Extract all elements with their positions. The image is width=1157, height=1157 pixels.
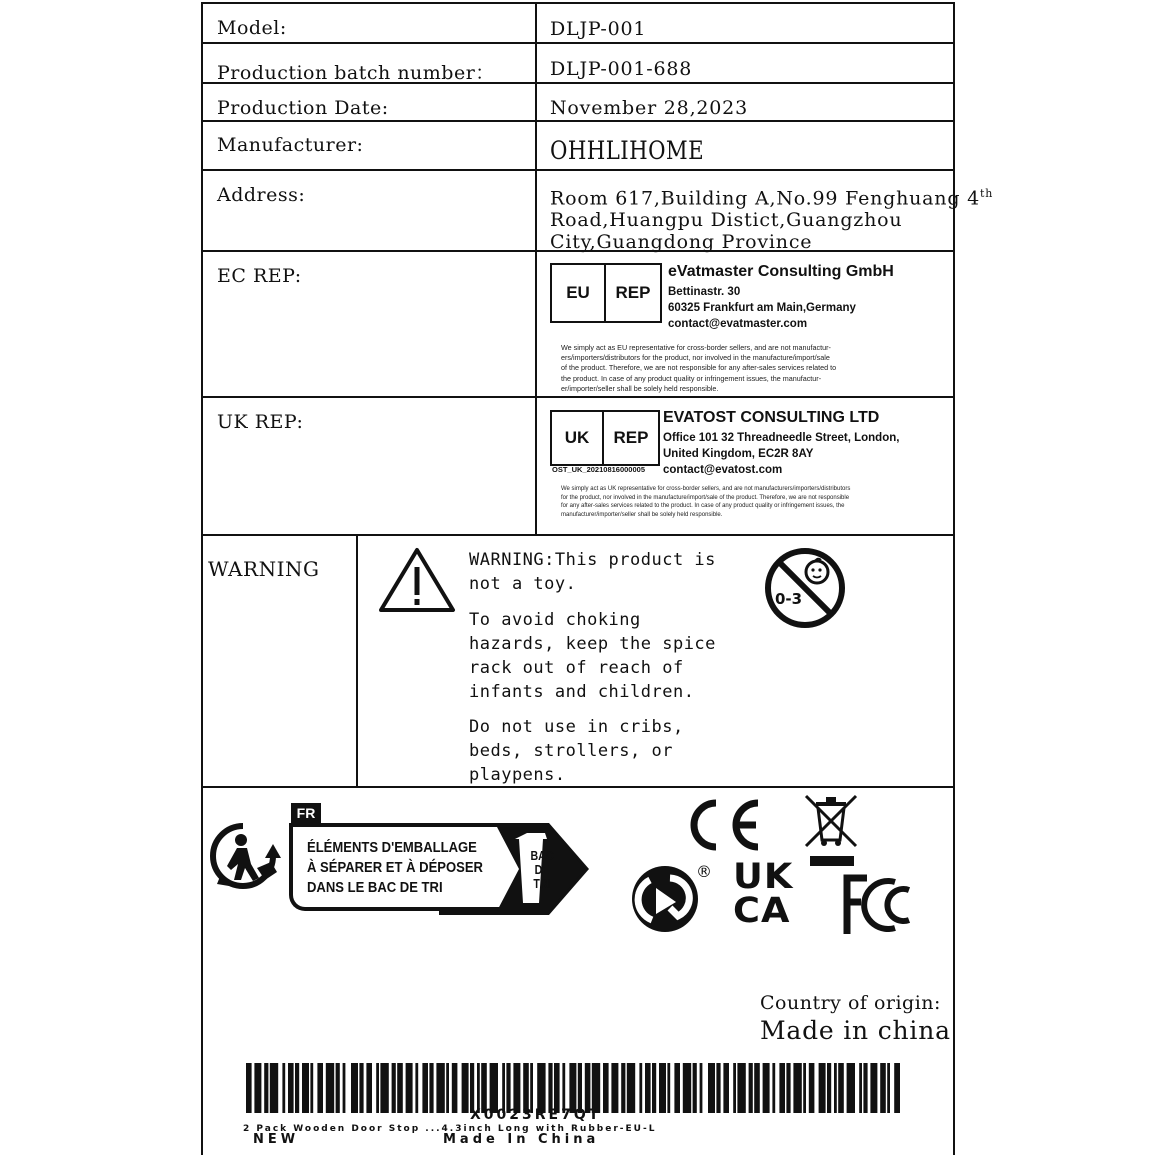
barcode-bar — [700, 1063, 703, 1113]
age-0-3-prohibited-icon — [763, 546, 847, 630]
address-line-2: Road,Huangpu Distict,Guangzhou — [550, 209, 903, 232]
uk-rep-label: UK REP: — [217, 411, 304, 433]
barcode-bar — [693, 1063, 697, 1113]
model-value: DLJP-001 — [550, 18, 647, 40]
barcode-bar — [490, 1063, 498, 1113]
uk-rep-address-line: Office 101 32 Threadneedle Street, London, — [663, 432, 900, 444]
barcode-bar — [562, 1063, 565, 1113]
warning-label: WARNING — [208, 557, 320, 581]
barcode-bar — [863, 1063, 867, 1113]
uk-rep-disclaimer-line: manufacturer/importer/seller shall be solely held responsible. — [561, 511, 723, 518]
bin-line: TRI — [533, 877, 551, 891]
barcode-bar — [264, 1063, 268, 1113]
ec-rep-disclaimer — [561, 343, 836, 394]
barcode-bar — [376, 1063, 379, 1113]
barcode-bar — [786, 1063, 790, 1113]
barcode-bar — [317, 1063, 323, 1113]
uk-rep-disclaimer-line: for the product, nor involved in the manufacture/import/sale of the product. Therefore, we are not responsible — [561, 494, 850, 501]
barcode-bar — [827, 1063, 831, 1113]
barcode-bar — [834, 1063, 837, 1113]
barcode-bar — [302, 1063, 309, 1113]
barcode-bar — [295, 1063, 299, 1113]
origin-label: Country of origin: — [760, 992, 941, 1014]
top-border — [201, 2, 955, 4]
row-divider — [201, 169, 955, 171]
uk-rep-disclaimer-line: for any after-sales services related to the product. In case of any product quality or infringement issues, the — [561, 503, 845, 509]
barcode-bar — [754, 1063, 760, 1113]
barcode-bar — [548, 1063, 552, 1113]
barcode-bar — [716, 1063, 720, 1113]
barcode-condition: NEW — [253, 1132, 300, 1147]
model-label: Model: — [217, 17, 287, 39]
barcode-bar — [506, 1063, 510, 1113]
barcode-bar — [554, 1063, 560, 1113]
warning-line: beds, strollers, or — [469, 741, 673, 761]
barcode-description: 2 Pack Wooden Door Stop ...4.3inch Long with Rubber-EU-L — [243, 1124, 657, 1134]
barcode-bar — [859, 1063, 862, 1113]
origin-value: Made in china — [760, 1016, 951, 1045]
ec-rep-email: contact@evatmaster.com — [668, 318, 808, 330]
production-date-value: November 28,2023 — [550, 97, 748, 119]
address-label: Address: — [217, 184, 306, 206]
barcode-bar — [592, 1063, 600, 1113]
warning-line: rack out of reach of — [469, 658, 684, 678]
ec-rep-disclaimer-line: the product. In case of any product quality or infringement issues, the manufactur- — [561, 373, 822, 383]
ukca-mark-icon — [733, 857, 794, 931]
uk-rep-email: contact@evatost.com — [663, 464, 783, 476]
warning-text-3 — [469, 715, 684, 787]
ec-rep-address — [668, 284, 856, 332]
ec-rep-disclaimer-line: of the product. Therefore, we are not responsible for any after-sales services related to — [561, 363, 837, 373]
bin-line: BAC — [530, 849, 554, 863]
barcode-bar — [254, 1063, 261, 1113]
barcode-bar — [733, 1063, 736, 1113]
uk-rep-box-left: UK — [552, 412, 604, 464]
fcc-mark-icon — [843, 872, 917, 936]
address-line-1: Room 617,Building A,No.99 Fenghuang 4 — [550, 187, 981, 210]
barcode-bar — [288, 1063, 294, 1113]
ukca-line: UK — [733, 857, 794, 897]
fr-line: ÉLÉMENTS D'EMBALLAGE — [307, 840, 477, 856]
manufacturer-value: OHHLIHOME — [550, 136, 705, 165]
barcode-bar — [627, 1063, 635, 1113]
ce-mark-icon — [682, 797, 762, 853]
barcode-bar — [282, 1063, 285, 1113]
barcode-bar — [603, 1063, 609, 1113]
barcode-bar — [809, 1063, 815, 1113]
triman-icon — [207, 820, 283, 892]
barcode-bar — [477, 1063, 480, 1113]
warning-line: To avoid choking — [469, 610, 641, 630]
barcode-bar — [462, 1063, 469, 1113]
barcode-bar — [772, 1063, 775, 1113]
barcode-bar — [880, 1063, 886, 1113]
barcode-number: X0023RE7QT — [470, 1107, 602, 1123]
barcode-bar — [779, 1063, 785, 1113]
warning-text-2 — [469, 608, 716, 704]
barcode-bar — [270, 1063, 278, 1113]
barcode-bar — [793, 1063, 801, 1113]
bin-label — [529, 849, 555, 891]
eu-rep-box — [550, 263, 662, 323]
barcode-bar — [537, 1063, 545, 1113]
barcode-bar — [523, 1063, 529, 1113]
barcode-bar — [392, 1063, 396, 1113]
barcode-bar — [481, 1063, 487, 1113]
uk-rep-reg-code: OST_UK_20210816000005 — [552, 465, 645, 474]
barcode-bar — [894, 1063, 900, 1113]
barcode-bar — [470, 1063, 474, 1113]
uk-rep-disclaimer-line: We simply act as UK representative for cross-border sellers, and are not manufacturers/importers/distributors — [561, 486, 851, 492]
warning-line: Do not use in cribs, — [469, 717, 684, 737]
ec-rep-label: EC REP: — [217, 265, 302, 287]
ec-rep-address-line: 60325 Frankfurt am Main,Germany — [668, 302, 856, 314]
barcode-bar — [819, 1063, 826, 1113]
barcode-bar — [429, 1063, 433, 1113]
warning-column-divider — [356, 536, 358, 786]
barcode-bar — [343, 1063, 346, 1113]
ec-rep-name: eVatmaster Consulting GmbH — [668, 263, 894, 280]
barcode-bar — [645, 1063, 651, 1113]
barcode-bar — [652, 1063, 656, 1113]
barcode-bar — [667, 1063, 670, 1113]
barcode-bar — [621, 1063, 625, 1113]
barcode-bar — [847, 1063, 855, 1113]
barcode-bar — [611, 1063, 618, 1113]
barcode-bar — [502, 1063, 505, 1113]
row-divider — [201, 120, 955, 122]
uk-rep-name: EVATOST CONSULTING LTD — [663, 409, 880, 426]
barcode-bar — [359, 1063, 363, 1113]
barcode-bar — [446, 1063, 449, 1113]
barcode-bar — [749, 1063, 753, 1113]
warning-line: WARNING:This product is — [469, 550, 716, 570]
fr-line: DANS LE BAC DE TRI — [307, 880, 443, 896]
barcode-bar — [683, 1063, 691, 1113]
barcode-bar — [870, 1063, 877, 1113]
warning-triangle-icon — [378, 547, 456, 613]
weee-bin-icon — [802, 792, 860, 870]
address-line-3: City,Guangdong Province — [550, 231, 813, 254]
fr-line: À SÉPARER ET À DÉPOSER — [307, 860, 483, 876]
barcode-bar — [530, 1063, 533, 1113]
production-date-label: Production Date: — [217, 97, 389, 119]
barcode-bar — [838, 1063, 844, 1113]
barcode-bar — [763, 1063, 770, 1113]
green-dot-icon — [630, 864, 700, 934]
barcode-bar — [246, 1063, 252, 1113]
uk-rep-address-line: United Kingdom, EC2R 8AY — [663, 448, 814, 460]
ec-rep-disclaimer-line: ers/importers/distributors for the product, nor involved in the manufacture/import/sale — [561, 353, 830, 363]
fr-sorting-text — [307, 838, 483, 898]
fr-tag: FR — [291, 803, 321, 823]
ec-rep-disclaimer-line: er/importer/seller shall be solely held responsible. — [561, 383, 719, 393]
batch-label: Production batch number： — [217, 62, 495, 84]
barcode-bar — [397, 1063, 403, 1113]
barcode-bar — [415, 1063, 418, 1113]
registered-mark: ® — [696, 862, 712, 881]
address-sup: th — [980, 187, 994, 200]
ec-rep-address-line: Bettinastr. 30 — [668, 286, 741, 298]
barcode-bar — [585, 1063, 591, 1113]
manufacturer-label: Manufacturer: — [217, 134, 364, 156]
barcode-bar — [351, 1063, 358, 1113]
barcode-icon — [246, 1063, 900, 1113]
batch-value: DLJP-001-688 — [550, 58, 693, 80]
barcode-bar — [674, 1063, 680, 1113]
row-divider — [201, 534, 955, 536]
barcode-bar — [569, 1063, 576, 1113]
barcode-bar — [708, 1063, 715, 1113]
uk-rep-address — [663, 430, 899, 478]
barcode-bar — [578, 1063, 582, 1113]
barcode-bar — [513, 1063, 520, 1113]
row-divider — [201, 396, 955, 398]
eu-rep-box-left: EU — [552, 265, 606, 321]
ec-rep-disclaimer-line: We simply act as EU representative for cross-border sellers, and are not manufactur- — [561, 343, 831, 352]
barcode-bar — [422, 1063, 428, 1113]
row-divider — [201, 42, 955, 44]
address-value — [550, 183, 993, 253]
barcode-bar — [639, 1063, 642, 1113]
barcode-bar — [436, 1063, 444, 1113]
barcode-bar — [406, 1063, 413, 1113]
barcode-bar — [723, 1063, 729, 1113]
barcode-bar — [887, 1063, 890, 1113]
barcode-bar — [326, 1063, 334, 1113]
eu-rep-box-right: REP — [615, 283, 651, 302]
uk-rep-disclaimer — [561, 485, 850, 519]
barcode-bar — [452, 1063, 458, 1113]
warning-text-1 — [469, 548, 716, 596]
barcode-bar — [310, 1063, 313, 1113]
warning-line: infants and children. — [469, 682, 695, 702]
warning-line: hazards, keep the spice — [469, 634, 716, 654]
bin-line: DE — [534, 863, 550, 877]
barcode-bar — [659, 1063, 666, 1113]
barcode-bar — [336, 1063, 340, 1113]
ukca-line: CA — [733, 891, 791, 931]
uk-rep-box — [550, 410, 660, 466]
warning-line: not a toy. — [469, 574, 577, 594]
warning-line: playpens. — [469, 765, 566, 785]
barcode-bar — [366, 1063, 372, 1113]
barcode-bar — [803, 1063, 806, 1113]
uk-rep-box-right: REP — [613, 428, 649, 447]
barcode-bar — [737, 1063, 745, 1113]
age-symbol-text: 0-3 — [775, 590, 803, 608]
barcode-made-in: Made In China — [443, 1132, 600, 1147]
barcode-bar — [380, 1063, 388, 1113]
fr-sorting-badge — [289, 803, 589, 915]
